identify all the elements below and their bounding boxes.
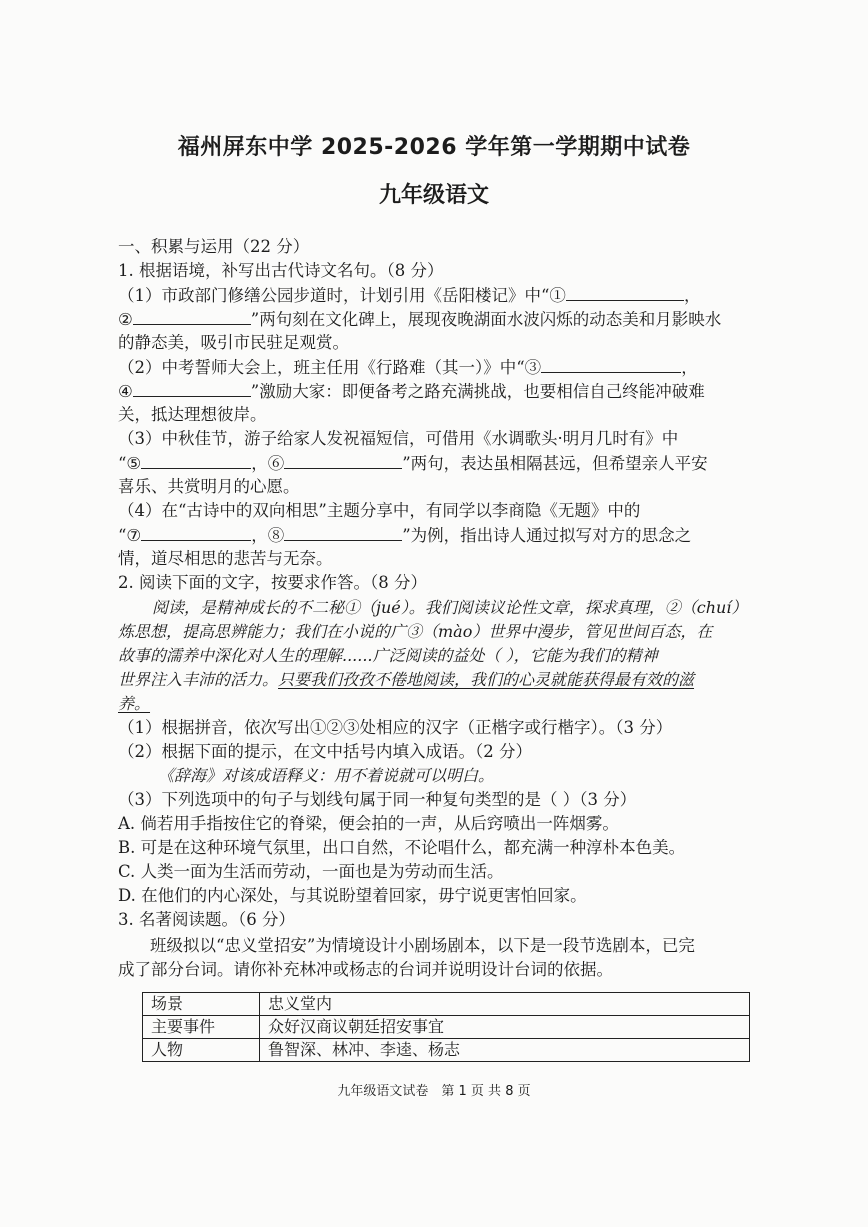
q1-item4-line2: “⑦ ，⑧ ”为例，指出诗人通过拟写对方的思念之 xyxy=(118,526,692,545)
table-value-cell: 众好汉商议朝廷招安事宜 xyxy=(260,1016,750,1039)
q2-passage-line4: 世界注入丰沛的活力。只要我们孜孜不倦地阅读，我们的心灵就能获得最有效的滋 xyxy=(118,670,695,689)
q2-passage-line5: 养。 xyxy=(118,694,151,713)
answer-blank-2[interactable] xyxy=(133,308,251,325)
q2-passage-line3: 故事的濡养中深化对人生的理解......广泛阅读的益处（ ），它能为我们的精神 xyxy=(118,646,658,665)
table-row xyxy=(143,993,750,1016)
q2-option-d: D. 在他们的内心深处，与其说盼望着回家，毋宁说更害怕回家。 xyxy=(118,886,587,905)
q2-passage-line1: 阅读，是精神成长的不二秘①（jué）。我们阅读议论性文章，探求真理，②（chuí） xyxy=(152,598,748,617)
q1-item2-line2: ④ ”激励大家：即便备考之路充满挑战，也要相信自己终能冲破难 xyxy=(118,382,705,401)
section-heading: 一、积累与运用（22 分） xyxy=(118,237,310,256)
answer-blank-1[interactable] xyxy=(566,284,684,301)
answer-blank-4[interactable] xyxy=(133,380,251,397)
q2-stem: 2. 阅读下面的文字，按要求作答。（8 分） xyxy=(118,573,427,592)
table-row xyxy=(143,1039,750,1062)
q1-item1-line2: ② ”两句刻在文化碑上，展现夜晚湖面水波闪烁的动态美和月影映水 xyxy=(118,310,722,329)
q2-sub3: （3）下列选项中的句子与划线句属于同一种复句类型的是（ ）（3 分） xyxy=(118,790,637,809)
table-key-cell: 人物 xyxy=(143,1039,260,1062)
q1-item1-line3: 的静态美，吸引市民驻足观赏。 xyxy=(118,333,349,352)
exam-title: 福州屏东中学 2025-2026 学年第一学期期中试卷 xyxy=(177,135,691,160)
table-value-cell: 忠义堂内 xyxy=(260,993,750,1016)
q3-intro-line1: 班级拟以“忠义堂招安”为情境设计小剧场剧本，以下是一段节选剧本，已完 xyxy=(150,936,695,955)
script-info-table xyxy=(142,992,750,1062)
q1-stem: 1. 根据语境，补写出古代诗文名句。（8 分） xyxy=(118,261,444,280)
answer-blank-8[interactable] xyxy=(284,524,402,541)
q1-item2-line1: （2）中考誓师大会上，班主任用《行路难（其一）》中“③ ， xyxy=(118,358,698,377)
q2-sub2: （2）根据下面的提示，在文中括号内填入成语。（2 分） xyxy=(118,742,532,761)
answer-blank-7[interactable] xyxy=(141,524,251,541)
table-value-cell: 鲁智深、林冲、李逵、杨志 xyxy=(260,1039,750,1062)
answer-blank-5[interactable] xyxy=(141,452,251,469)
q2-option-b: B. 可是在这种环境气氛里，出口自然，不论唱什么，都充满一种淳朴本色美。 xyxy=(118,838,686,857)
q2-sub1: （1）根据拼音，依次写出①②③处相应的汉字（正楷字或行楷字）。（3 分） xyxy=(118,718,673,737)
q1-item3-line3: 喜乐、共赏明月的心愿。 xyxy=(118,477,300,496)
page-footer: 九年级语文试卷 第 1 页 共 8 页 xyxy=(337,1084,531,1099)
q1-item1-line1: （1）市政部门修缮公园步道时，计划引用《岳阳楼记》中“① ， xyxy=(118,286,701,305)
underlined-sentence: 只要我们孜孜不倦地阅读，我们的心灵就能获得最有效的滋 xyxy=(278,670,695,689)
q1-item3-line1: （3）中秋佳节，游子给家人发祝福短信，可借用《水调歌头·明月几时有》中 xyxy=(118,429,679,448)
q1-item4-line1: （4）在“古诗中的双向相思”主题分享中，有同学以李商隐《无题》中的 xyxy=(118,501,641,520)
q2-option-c: C. 人类一面为生活而劳动，一面也是为劳动而生活。 xyxy=(118,862,504,881)
q2-option-a: A. 倘若用手指按住它的脊梁，便会拍的一声，从后窍喷出一阵烟雾。 xyxy=(118,814,619,833)
q2-passage-line2: 炼思想，提高思辨能力；我们在小说的广③（mào）世界中漫步，管见世间百态，在 xyxy=(118,622,713,641)
q3-intro-line2: 成了部分台词。请你补充林冲或杨志的台词并说明设计台词的依据。 xyxy=(118,960,613,979)
exam-subtitle: 九年级语文 xyxy=(378,183,489,208)
q2-sub2-hint: 《辞海》对该成语释义：用不着说就可以明白。 xyxy=(158,766,495,785)
q3-stem: 3. 名著阅读题。（6 分） xyxy=(118,910,295,929)
q1-item4-line3: 情，道尽相思的悲苦与无奈。 xyxy=(118,549,333,568)
answer-blank-6[interactable] xyxy=(284,452,402,469)
table-key-cell: 主要事件 xyxy=(143,1016,260,1039)
table-key-cell: 场景 xyxy=(143,993,260,1016)
q1-item2-line3: 关，抵达理想彼岸。 xyxy=(118,405,267,424)
table-row xyxy=(143,1016,750,1039)
q1-item3-line2: “⑤ ，⑥ ”两句，表达虽相隔甚远，但希望亲人平安 xyxy=(118,454,708,473)
answer-blank-3[interactable] xyxy=(541,356,681,373)
